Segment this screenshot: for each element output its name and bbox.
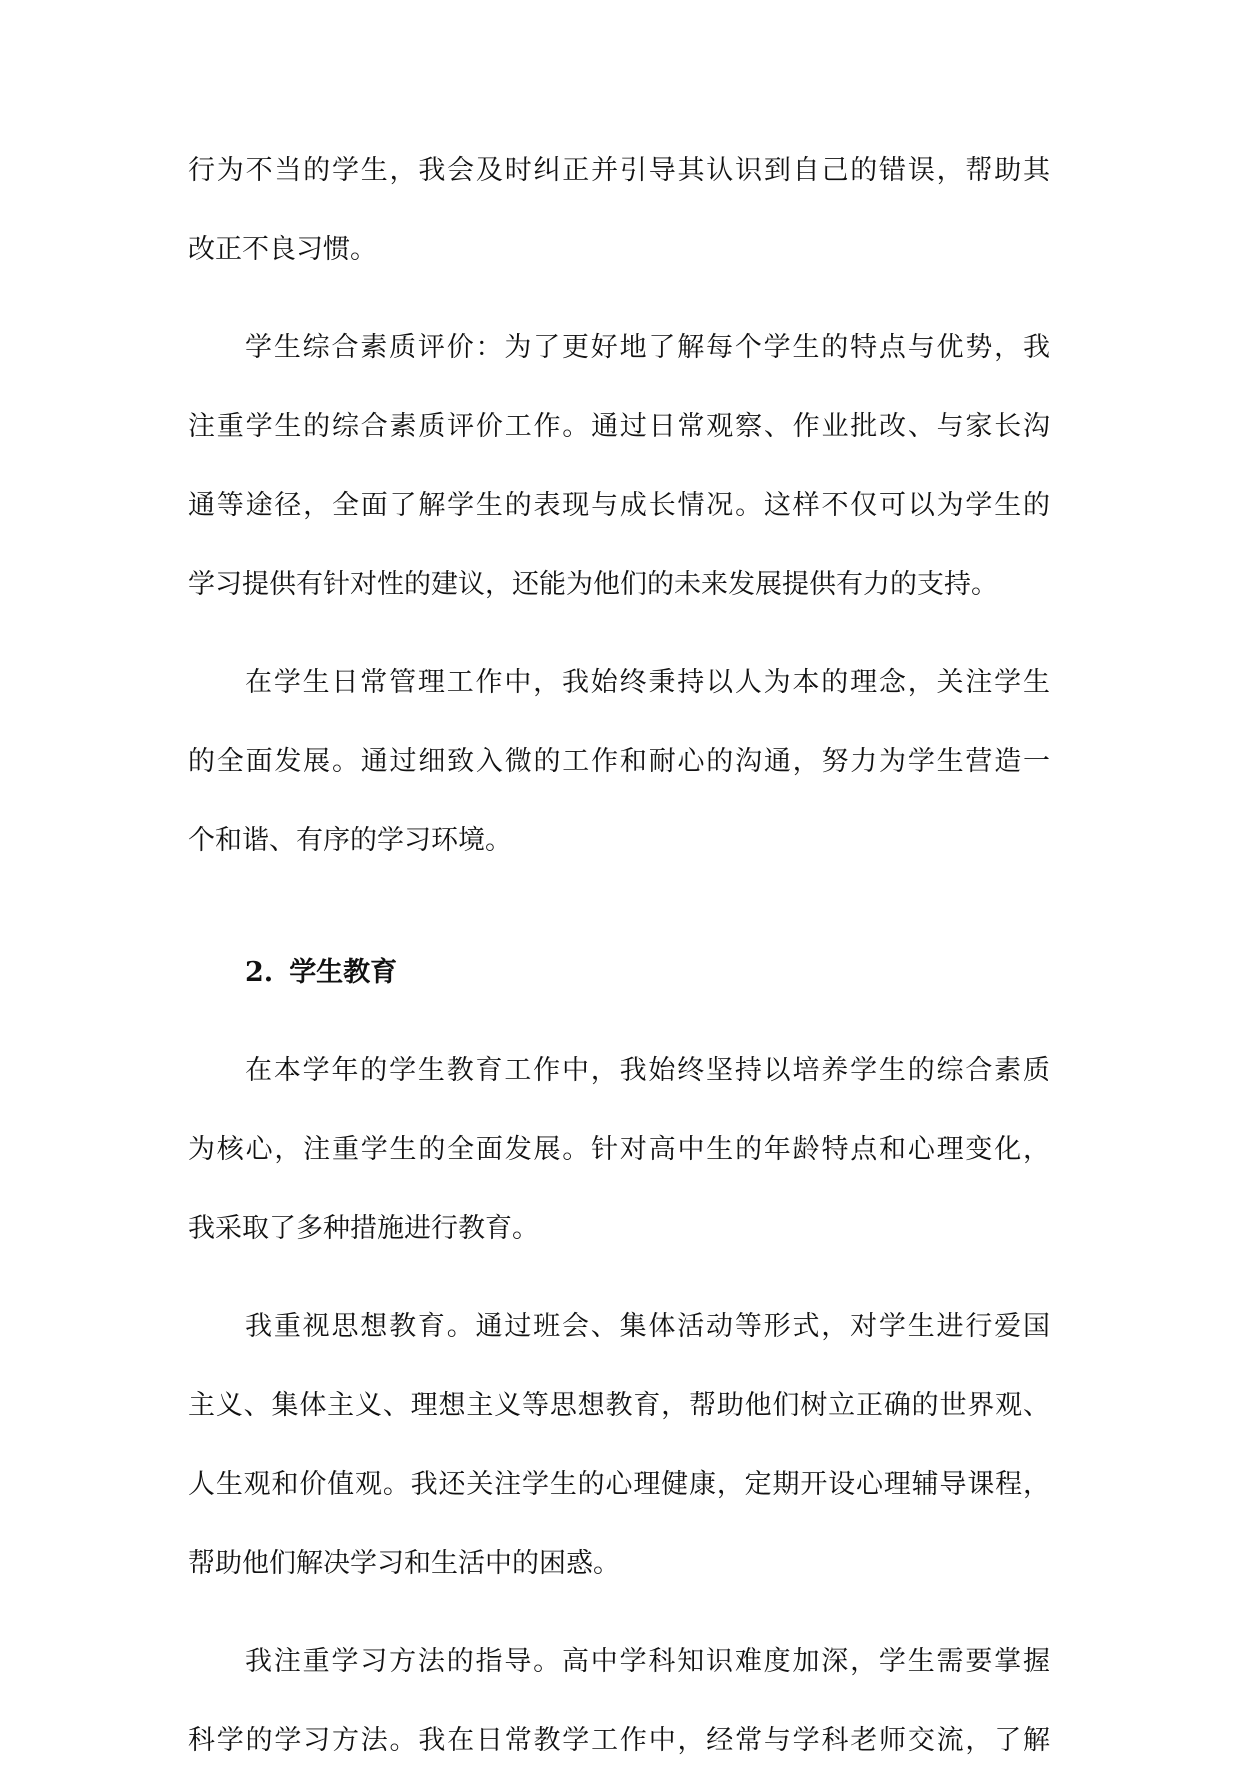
paragraph-gap bbox=[188, 631, 1050, 650]
text-line: 行为不当的学生，我会及时纠正并引导其认识到自己的错误，帮助其 bbox=[188, 155, 1050, 186]
text-line: 学习提供有针对性的建议，还能为他们的未来发展提供有力的支持。 bbox=[188, 569, 998, 600]
text-line: 在本学年的学生教育工作中，我始终坚持以培养学生的综合素质 bbox=[245, 1055, 1050, 1086]
paragraph bbox=[188, 1294, 1050, 1610]
text-line: 学生综合素质评价：为了更好地了解每个学生的特点与优势，我 bbox=[245, 332, 1050, 363]
text-line: 改正不良习惯。 bbox=[188, 234, 377, 265]
paragraph bbox=[188, 1038, 1050, 1275]
section-heading bbox=[188, 940, 1050, 1019]
text-line: 人生观和价值观。我还关注学生的心理健康，定期开设心理辅导课程， bbox=[188, 1469, 1050, 1500]
text-line: 通等途径，全面了解学生的表现与成长情况。这样不仅可以为学生的 bbox=[188, 490, 1050, 521]
text-line: 主义、集体主义、理想主义等思想教育，帮助他们树立正确的世界观、 bbox=[188, 1390, 1050, 1421]
paragraph bbox=[188, 138, 1050, 296]
text-line: 为核心，注重学生的全面发展。针对高中生的年龄特点和心理变化， bbox=[188, 1134, 1050, 1165]
text-line: 注重学生的综合素质评价工作。通过日常观察、作业批改、与家长沟 bbox=[188, 411, 1050, 442]
text-line: 我采取了多种措施进行教育。 bbox=[188, 1213, 539, 1244]
paragraph-gap bbox=[188, 1275, 1050, 1294]
document-body bbox=[188, 138, 1050, 1787]
text-line: 个和谐、有序的学习环境。 bbox=[188, 825, 512, 856]
paragraph-gap bbox=[188, 1019, 1050, 1038]
paragraph bbox=[188, 315, 1050, 631]
text-line: 帮助他们解决学习和生活中的困惑。 bbox=[188, 1548, 620, 1579]
section-title: 学生教育 bbox=[289, 957, 398, 988]
text-line: 的全面发展。通过细致入微的工作和耐心的沟通，努力为学生营造一 bbox=[188, 746, 1050, 777]
paragraph bbox=[188, 1629, 1050, 1787]
text-line: 科学的学习方法。我在日常教学工作中，经常与学科老师交流，了解 bbox=[188, 1725, 1050, 1756]
text-line: 我注重学习方法的指导。高中学科知识难度加深，学生需要掌握 bbox=[245, 1646, 1050, 1677]
paragraph bbox=[188, 650, 1050, 887]
section-gap bbox=[188, 887, 1050, 940]
text-line: 我重视思想教育。通过班会、集体活动等形式，对学生进行爱国 bbox=[245, 1311, 1050, 1342]
section-number: 2. bbox=[245, 957, 274, 988]
text-line: 在学生日常管理工作中，我始终秉持以人为本的理念，关注学生 bbox=[245, 667, 1050, 698]
paragraph-gap bbox=[188, 1610, 1050, 1629]
paragraph-gap bbox=[188, 296, 1050, 315]
